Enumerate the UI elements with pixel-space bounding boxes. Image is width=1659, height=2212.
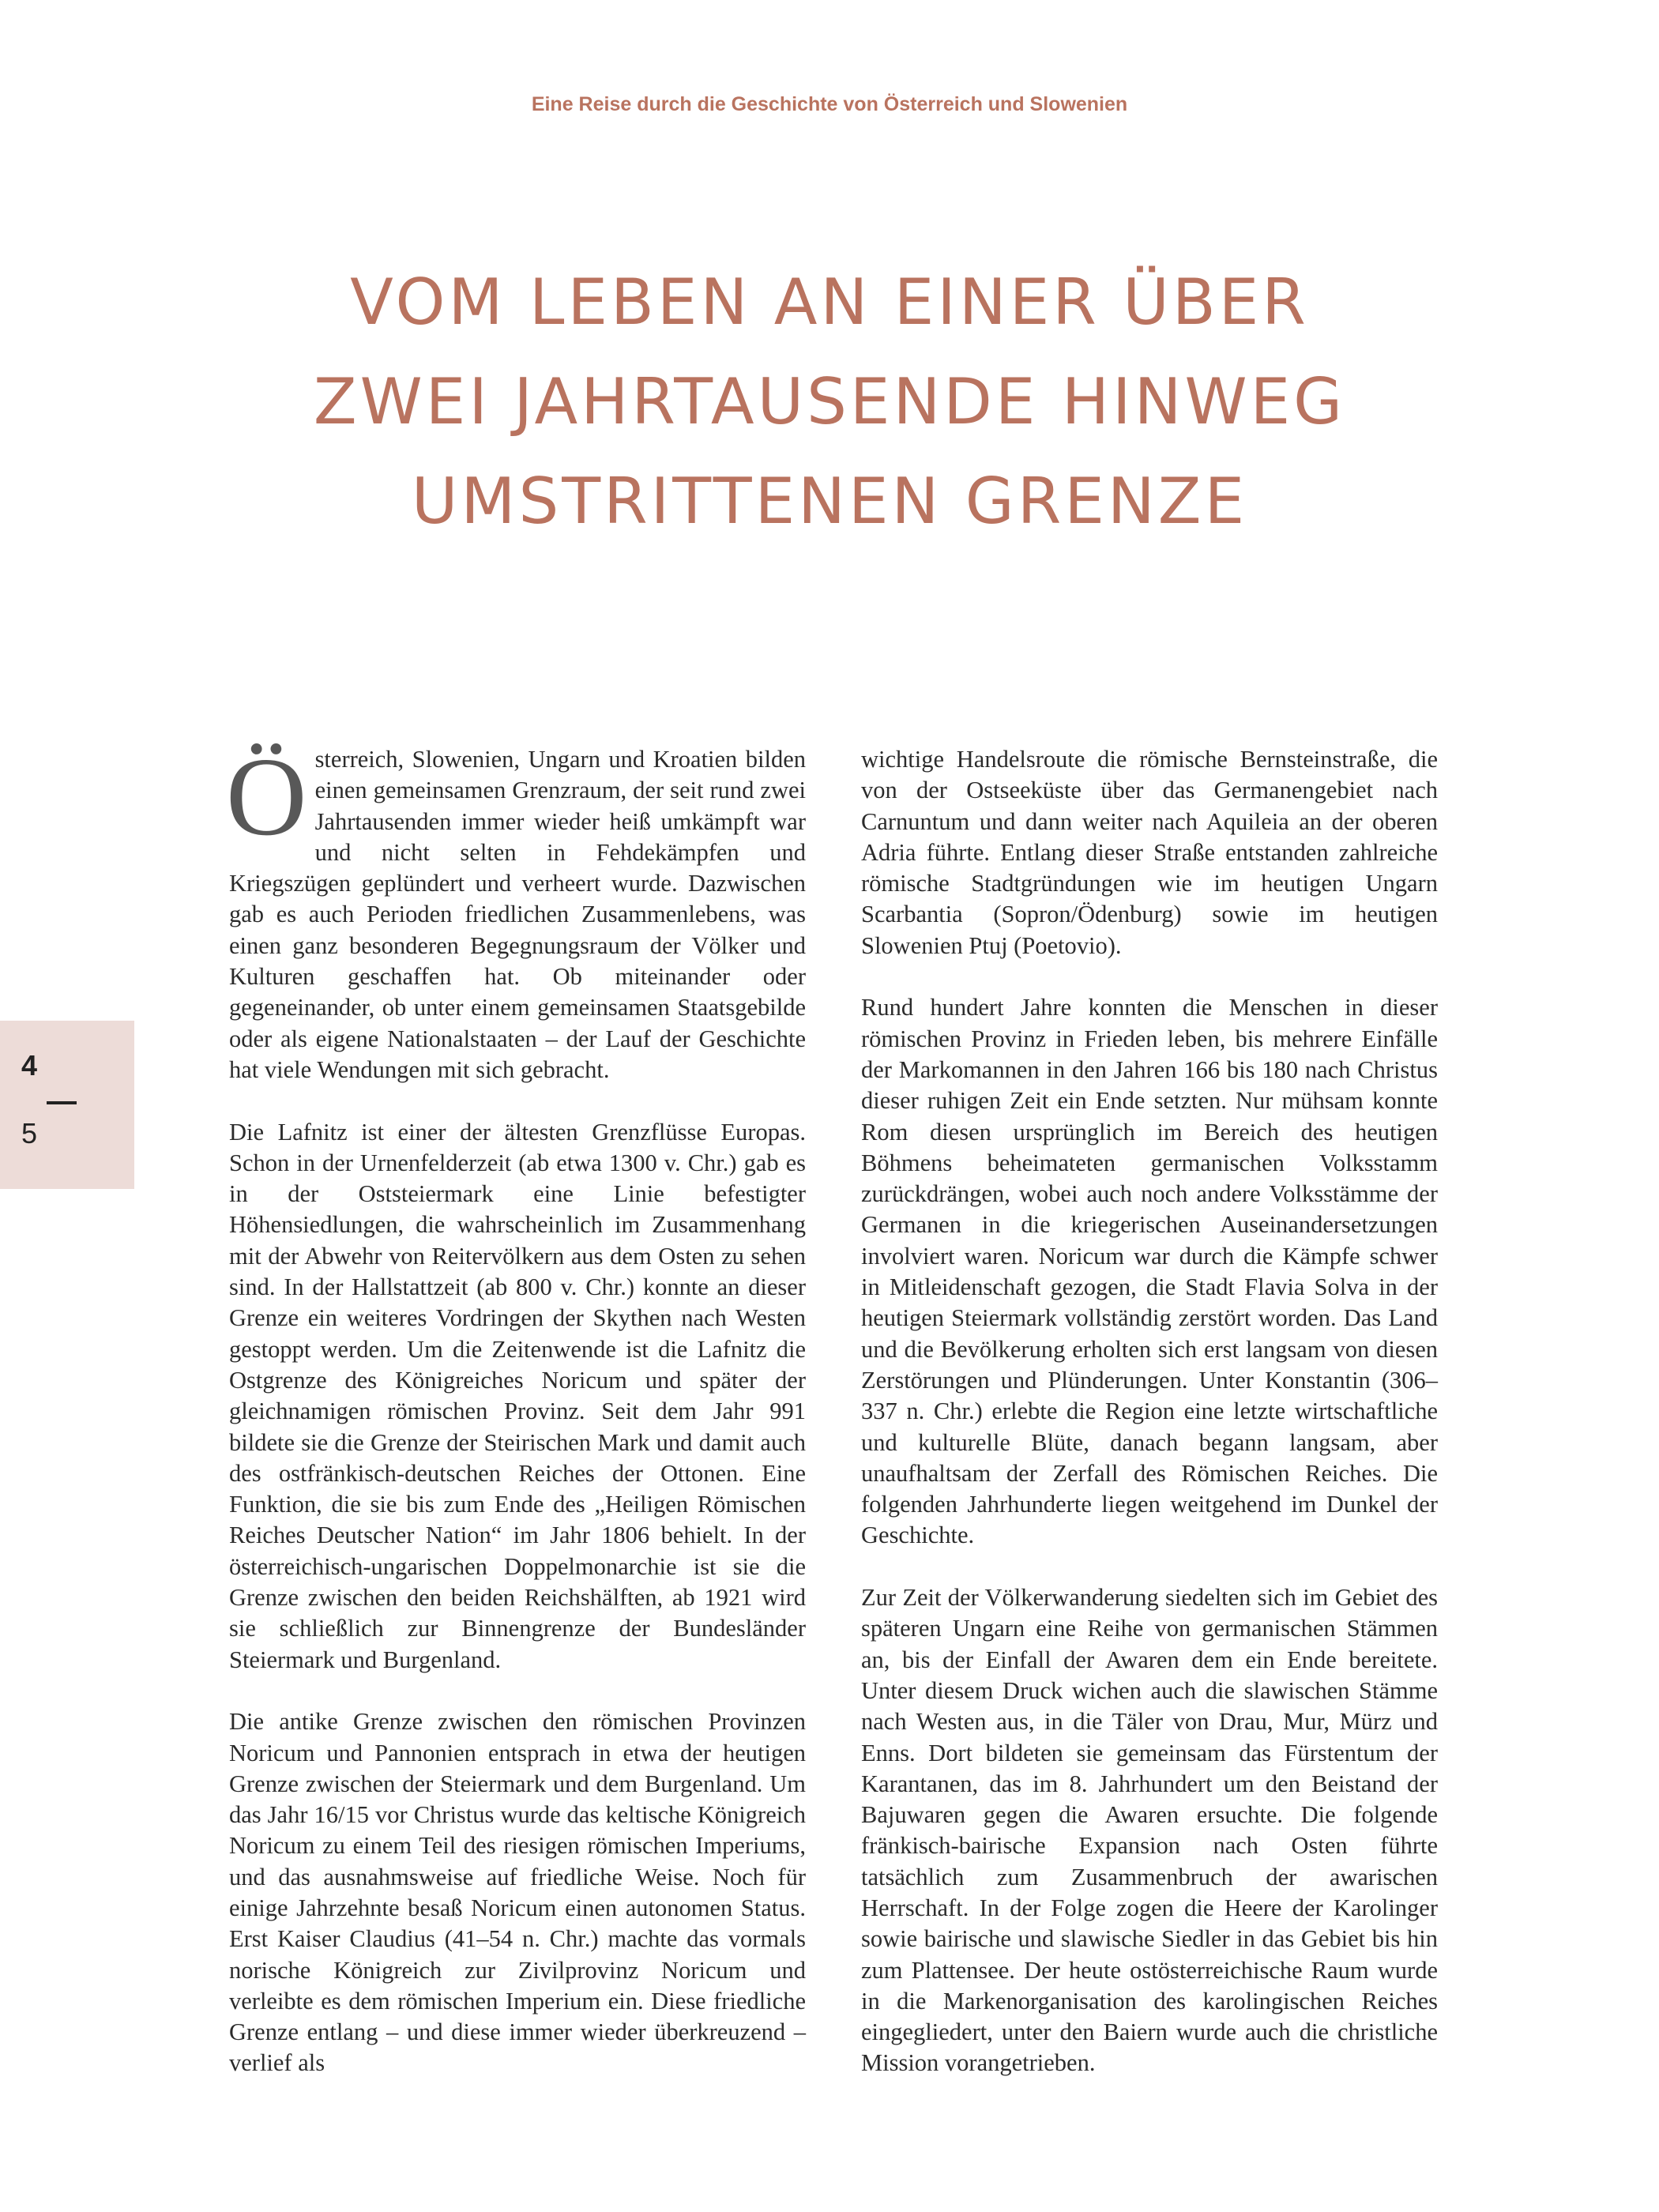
paragraph: Die Lafnitz ist einer der ältesten Grenzflüsse Europas. Schon in der Urnenfelderzeit (ab etwa 1300 v. Chr.) gab es in der Oststeiermark eine Linie befestigter Höhensiedlungen, die wahrscheinlich im Zusammenhang mit der Abwehr von Reitervölkern aus dem Osten zu sehen sind. In der Hallstattzeit (ab 800 v. Chr.) konnte an dieser Grenze ein weiteres Vordringen der Skythen nach Westen gestoppt werden. Um die Zeitenwende ist die Lafnitz die Ostgrenze des Königreiches Noricum und später der gleichnamigen römischen Provinz. Seit dem Jahr 991 bildete sie die Grenze der Steirischen Mark und damit auch des ostfränkisch-deutschen Reiches der Ottonen. Eine Funktion, die sie bis zum Ende des „Heiligen Römischen Reiches Deutscher Nation“ im Jahr 1806 behielt. In der österreichisch-ungarischen Doppelmonarchie ist sie die Grenze zwischen den beiden Reichshälften, ab 1921 wird sie schließlich zur Binnengrenze der Bundesländer Steiermark und Burgenland. <box>229 1118 806 1673</box>
paragraph: Rund hundert Jahre konnten die Menschen in dieser römischen Provinz in Frieden leben, bis mehrere Einfälle der Markomannen in den Jahren 166 bis 180 nach Christus dieser ruhigen Zeit ein Ende setzten. Nur mühsam konnte Rom diesen ursprünglich im Bereich des heutigen Böhmens beheimateten germanischen Volksstamm zurückdrängen, wobei auch noch andere Volksstämme der Germanen in die kriegerischen Auseinandersetzungen involviert waren. Noricum war durch die Kämpfe schwer in Mitleidenschaft gezogen, die Stadt Flavia Solva in der heutigen Steiermark vollständig zerstört worden. Das Land und die Bevölkerung erholten sich erst langsam von diesen Zerstörungen und Plünderungen. Unter Konstantin (306–337 n. Chr.) erlebte die Region eine letzte wirtschaftliche und kulturelle Blüte, danach begann langsam, aber unaufhaltsam der Zerfall des Römischen Reiches. Die folgenden Jahrhunderte liegen weitgehend im Dunkel der Geschichte. <box>861 994 1438 1549</box>
page-title <box>118 253 1540 551</box>
paragraph: wichtige Handelsroute die römische Bernsteinstraße, die von der Ostseeküste über das Germanengebiet nach Carnuntum und dann weiter nach Aquileia an der oberen Adria führte. Entlang dieser Straße entstanden zahlreiche römische Stadtgründungen wie im heutigen Ungarn Scarbantia (Sopron/Ödenburg) sowie im heutigen Slowenien Ptuj (Poetovio). <box>861 746 1438 959</box>
title-line-2: ZWEI JAHRTAUSENDE HINWEG <box>313 365 1346 438</box>
running-header: Eine Reise durch die Geschichte von Österreich und Slowenien <box>531 93 1128 115</box>
paragraph: Zur Zeit der Völkerwanderung siedelten sich im Gebiet des späteren Ungarn eine Reihe von germanischen Stämmen an, bis der Einfall der Awaren dem ein Ende bereitete. Unter diesem Druck wichen auch die slawischen Stämme nach Westen aus, in die Täler von Drau, Mur, Mürz und Enns. Dort bildeten sie gemeinsam das Fürstentum der Karantanen, das im 8. Jahrhundert um den Beistand der Bajuwaren gegen die Awaren ersuchte. Die folgende fränkisch-bairische Expansion nach Osten führte tatsächlich zum Zusammenbruch der awarischen Herrschaft. In der Folge zogen die Heere der Karolinger sowie bairische und slawische Siedler in das Gebiet bis hin zum Plattensee. Der heute ostösterreichische Raum wurde in die Markenorganisation des karolingischen Reiches eingegliedert, unter den Baiern wurde auch die christliche Mission vorangetrieben. <box>861 1584 1438 2077</box>
text-column-left <box>226 734 806 2110</box>
paragraph: Die antike Grenze zwischen den römischen Provinzen Noricum und Pannonien entsprach in etwa der heutigen Grenze zwischen der Steiermark und dem Burgenland. Um das Jahr 16/15 vor Christus wurde das keltische Königreich Noricum zu einem Teil des riesigen römischen Imperiums, und das ausnahmsweise auf friedliche Weise. Noch für einige Jahrzehnte besaß Noricum einen autonomen Status. Erst Kaiser Claudius (41–54 n. Chr.) machte das vormals norische Königreich zur Zivilprovinz Noricum und verleibte es dem römischen Imperium ein. Diese friedliche Grenze entlang – und diese immer wieder überkreuzend – verlief als <box>229 1708 806 2077</box>
page-number-tab <box>0 1021 134 1189</box>
page-number-left: 4 <box>21 1049 38 1082</box>
page-number-divider <box>47 1101 77 1104</box>
title-line-1: VOM LEBEN AN EINER ÜBER <box>350 265 1309 339</box>
page-number-right: 5 <box>21 1117 38 1149</box>
paragraph-text: sterreich, Slowenien, Ungarn und Kroatien bilden einen gemeinsamen Grenzraum, der seit rund zwei Jahrtausenden immer wieder heiß umkämpft war und nicht selten in Fehdekämpfen und Kriegszügen geplündert und verheert wurde. Dazwischen gab es auch Perioden friedlichen Zusammenlebens, was einen ganz besonderen Begegnungsraum der Völker und Kulturen geschaffen hat. Ob miteinander oder gegeneinander, ob unter einem gemeinsamen Staatsgebilde oder als eigene Nationalstaaten – der Lauf der Geschichte hat viele Wendungen mit sich gebracht. <box>229 746 806 1083</box>
drop-cap: Ö <box>226 734 307 859</box>
text-column-right <box>861 744 1438 2110</box>
title-line-3: UMSTRITTENEN GRENZE <box>411 465 1248 538</box>
paragraph <box>226 734 806 1085</box>
